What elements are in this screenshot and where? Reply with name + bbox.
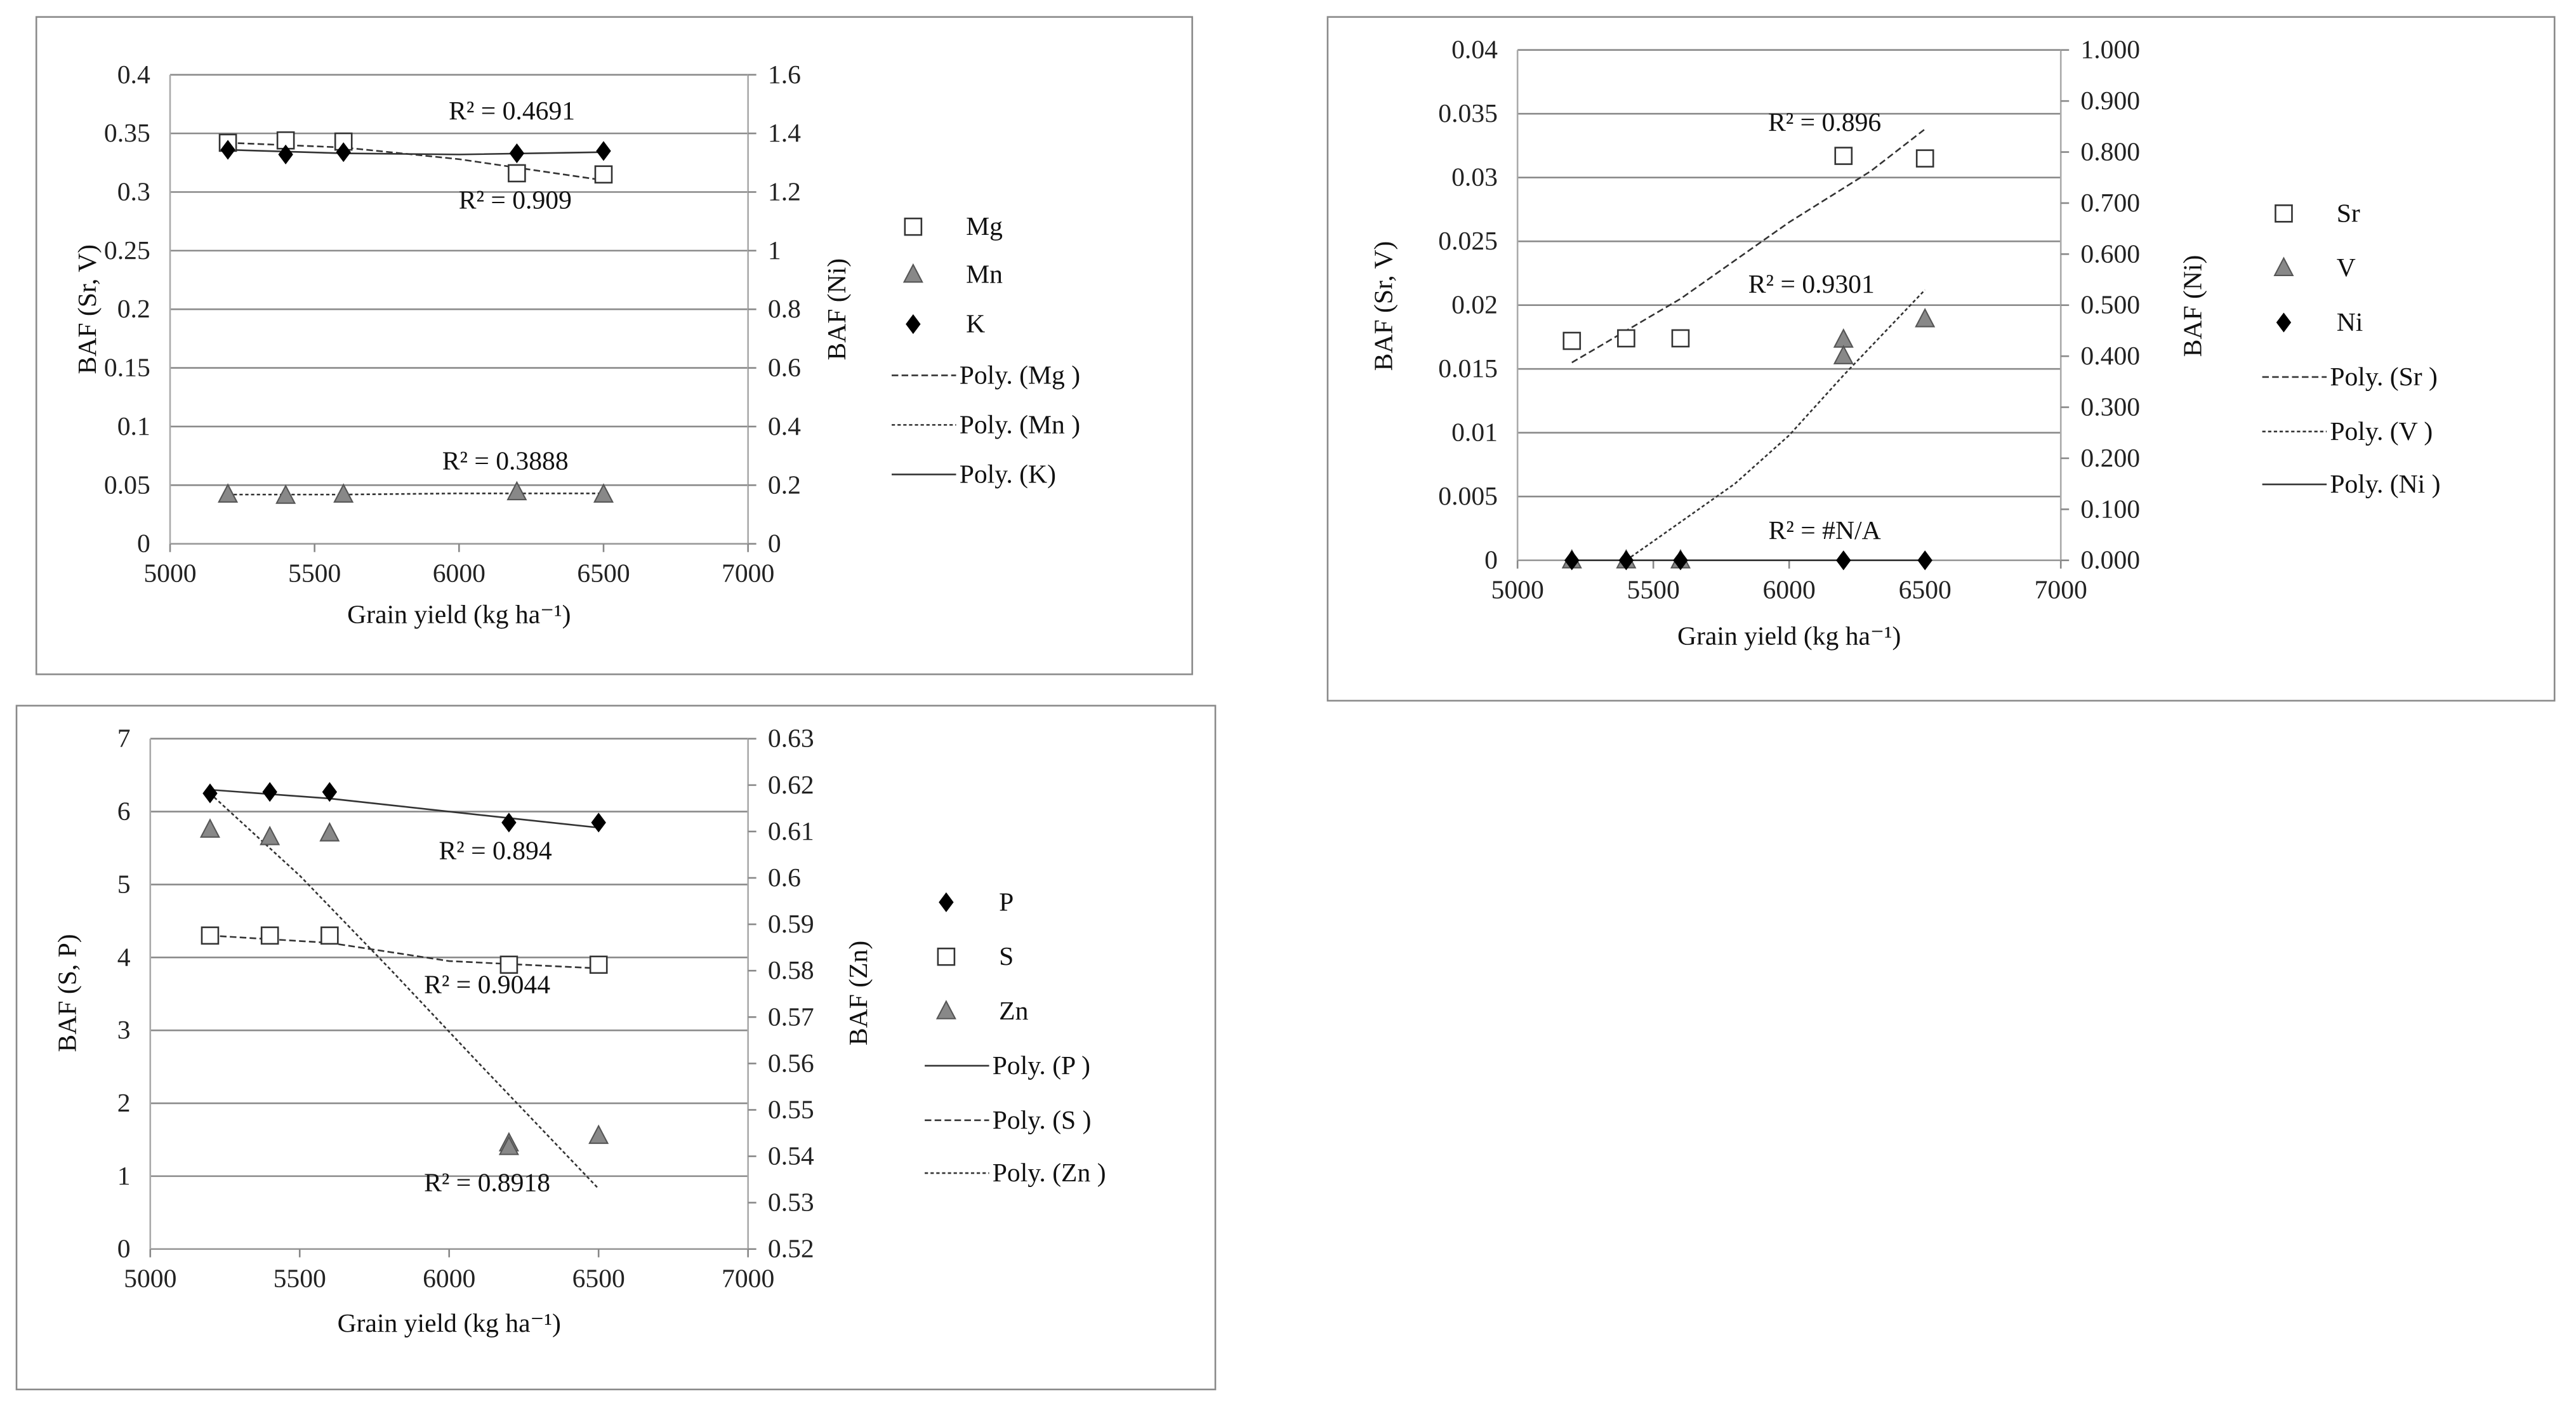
x-axis-title: Grain yield (kg ha⁻¹) [337, 1308, 561, 1338]
y2-tick-label: 0.56 [767, 1049, 814, 1078]
legend-label: K [966, 309, 986, 339]
y2-tick-label: 0.200 [2080, 443, 2141, 473]
y-tick-label: 4 [117, 943, 131, 972]
y2-tick-label: 0.58 [767, 956, 814, 986]
data-point-sr [1835, 148, 1852, 164]
x-tick-label: 7000 [2034, 575, 2087, 605]
y2-tick-label: 0.62 [767, 770, 814, 800]
y-tick-label: 0.025 [1438, 227, 1498, 256]
x-tick-label: 6000 [432, 559, 485, 588]
r-squared-label: R² = 0.4691 [449, 96, 576, 126]
y-tick-label: 3 [117, 1016, 131, 1045]
legend-label: Poly. (Zn ) [992, 1158, 1106, 1188]
legend-label: Poly. (P ) [992, 1051, 1090, 1080]
y2-tick-label: 0.900 [2080, 86, 2141, 116]
y2-axis-title: BAF (Ni) [2178, 255, 2208, 357]
y-tick-label: 0 [1484, 545, 1498, 575]
x-tick-label: 5000 [143, 559, 197, 588]
y2-tick-label: 0.61 [767, 816, 814, 846]
y-tick-label: 0.2 [117, 295, 150, 324]
legend-label: Sr [2336, 199, 2360, 229]
y-tick-label: 1 [117, 1161, 131, 1191]
legend-label: Mg [966, 212, 1003, 242]
data-point-s [321, 927, 338, 944]
y2-tick-label: 1.6 [767, 60, 801, 90]
y2-tick-label: 0.500 [2080, 290, 2141, 320]
legend-label: S [999, 942, 1014, 972]
y-tick-label: 7 [117, 724, 131, 753]
y-tick-label: 5 [117, 870, 131, 899]
chart-panel-2 [1328, 17, 2554, 701]
data-point-sr [1618, 330, 1634, 347]
legend-label: Zn [999, 997, 1029, 1026]
x-tick-label: 6000 [1762, 575, 1816, 605]
y-tick-label: 0.1 [117, 411, 150, 441]
chart-panel-1 [36, 17, 1192, 675]
legend-label: Poly. (Mn ) [959, 410, 1081, 440]
y-tick-label: 0 [136, 529, 150, 559]
y-tick-label: 2 [117, 1089, 131, 1118]
data-point-s [590, 957, 607, 973]
x-tick-label: 7000 [722, 559, 775, 588]
y-tick-label: 0.35 [103, 119, 150, 149]
legend-marker-mg [905, 218, 921, 235]
y2-tick-label: 0.55 [767, 1095, 814, 1125]
y2-tick-label: 0.4 [767, 411, 801, 441]
y2-tick-label: 0.800 [2080, 137, 2141, 167]
legend-label: V [2336, 253, 2356, 283]
y2-tick-label: 0.2 [767, 470, 801, 500]
data-point-s [261, 927, 278, 944]
r-squared-label: R² = 0.9301 [1748, 270, 1875, 300]
x-tick-label: 6500 [1898, 575, 1952, 605]
y2-tick-label: 0.6 [767, 863, 801, 893]
r-squared-label: R² = 0.8918 [424, 1168, 551, 1198]
y2-tick-label: 1.000 [2080, 35, 2141, 65]
y-tick-label: 0.25 [103, 236, 150, 265]
y2-tick-label: 0.700 [2080, 188, 2141, 218]
legend-label: Poly. (Ni ) [2330, 470, 2441, 500]
legend-label: P [999, 887, 1014, 917]
legend-marker-sr [2275, 205, 2292, 222]
legend-label: Poly. (K) [959, 460, 1056, 489]
x-tick-label: 5000 [1491, 575, 1544, 605]
y2-tick-label: 0.57 [767, 1002, 814, 1032]
y2-tick-label: 0.600 [2080, 239, 2141, 269]
legend-label: Mn [966, 260, 1003, 289]
x-tick-label: 6500 [577, 559, 630, 588]
y2-axis-title: BAF (Zn) [844, 940, 874, 1046]
x-tick-label: 5000 [124, 1264, 177, 1294]
y-tick-label: 0.005 [1438, 482, 1498, 512]
x-axis-title: Grain yield (kg ha⁻¹) [1677, 621, 1901, 651]
y-tick-label: 0.04 [1451, 35, 1498, 65]
r-squared-label: R² = #N/A [1768, 515, 1881, 545]
r-squared-label: R² = 0.909 [458, 185, 572, 215]
data-point-sr [1564, 333, 1580, 349]
data-point-sr [1917, 150, 1933, 167]
y2-axis-title: BAF (Ni) [822, 258, 852, 361]
y-tick-label: 0.015 [1438, 354, 1498, 384]
y-tick-label: 0.035 [1438, 99, 1498, 129]
legend-label: Poly. (V ) [2330, 416, 2433, 446]
y2-tick-label: 0.54 [767, 1141, 814, 1171]
data-point-mg [508, 165, 525, 182]
r-squared-label: R² = 0.896 [1768, 108, 1882, 138]
legend-marker-s [938, 948, 954, 965]
x-tick-label: 5500 [288, 559, 341, 588]
x-tick-label: 6500 [572, 1264, 625, 1294]
y-tick-label: 6 [117, 797, 131, 826]
y-tick-label: 0.15 [103, 353, 150, 383]
legend-label: Poly. (Mg ) [959, 361, 1081, 390]
y-tick-label: 0.05 [103, 470, 150, 500]
y-tick-label: 0.01 [1451, 418, 1498, 448]
y2-tick-label: 1 [767, 236, 781, 265]
y2-tick-label: 0 [767, 529, 781, 559]
y2-tick-label: 1.4 [767, 119, 801, 149]
data-point-mg [595, 166, 612, 183]
y-tick-label: 0 [117, 1234, 131, 1264]
y2-tick-label: 0.6 [767, 353, 801, 383]
r-squared-label: R² = 0.3888 [442, 446, 569, 476]
legend-label: Poly. (S ) [992, 1105, 1092, 1135]
y-axis-title: BAF (Sr, V) [1369, 241, 1399, 371]
y-tick-label: 0.3 [117, 177, 150, 207]
r-squared-label: R² = 0.894 [439, 836, 552, 866]
y2-tick-label: 0.400 [2080, 342, 2141, 371]
y2-tick-label: 0.53 [767, 1188, 814, 1217]
legend-label: Ni [2336, 308, 2363, 338]
x-tick-label: 5500 [273, 1264, 326, 1294]
y-axis-title: BAF (Sr, V) [72, 244, 102, 375]
y2-tick-label: 0.000 [2080, 545, 2141, 575]
x-tick-label: 6000 [423, 1264, 476, 1294]
data-point-s [202, 927, 218, 944]
chart-panel-3 [17, 706, 1215, 1390]
y-tick-label: 0.03 [1451, 163, 1498, 192]
data-point-sr [1672, 330, 1689, 347]
y-tick-label: 0.4 [117, 60, 150, 90]
y-tick-label: 0.02 [1451, 290, 1498, 320]
y2-tick-label: 0.100 [2080, 494, 2141, 524]
y2-tick-label: 0.63 [767, 724, 814, 753]
y2-tick-label: 0.300 [2080, 392, 2141, 422]
legend-label: Poly. (Sr ) [2330, 362, 2438, 392]
y2-tick-label: 1.2 [767, 177, 801, 207]
x-tick-label: 7000 [722, 1264, 775, 1294]
y2-tick-label: 0.59 [767, 910, 814, 939]
x-tick-label: 5500 [1627, 575, 1680, 605]
x-axis-title: Grain yield (kg ha⁻¹) [347, 600, 571, 630]
y2-tick-label: 0.8 [767, 295, 801, 324]
r-squared-label: R² = 0.9044 [424, 970, 551, 1000]
y2-tick-label: 0.52 [767, 1234, 814, 1264]
y-axis-title: BAF (S, P) [53, 934, 83, 1052]
